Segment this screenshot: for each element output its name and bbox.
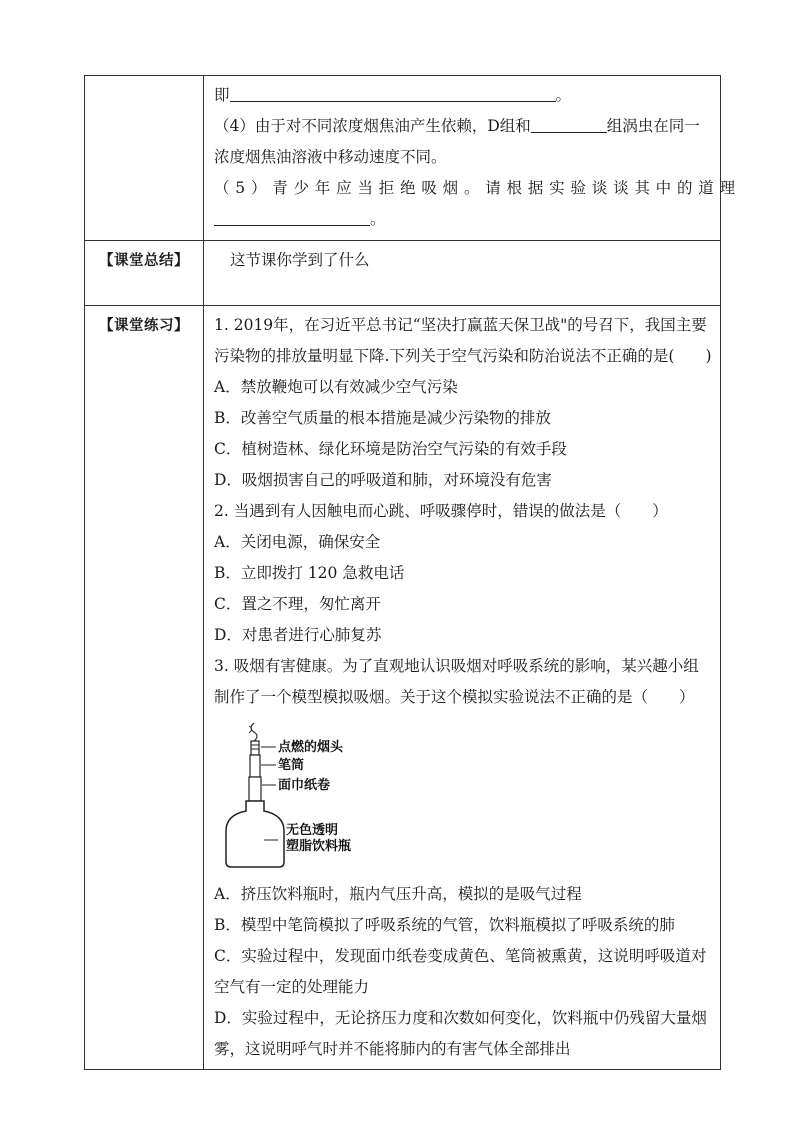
pen-tube-shape [250,755,260,777]
item-5: （5）青少年应当拒绝吸烟。请根据实验谈谈其中的道理 [214,179,741,197]
answer-line-1: 即 。 [214,80,712,111]
fill-blank[interactable] [214,207,370,226]
q3-stem-1: 3. 吸烟有害健康。为了直观地认识吸烟对呼吸系统的影响，某兴趣小组 [214,657,699,675]
row-practice [85,306,721,1070]
smoke-icon [251,723,257,741]
item-4: （4）由于对不同浓度烟焦油产生依赖，D组和 组涡虫在同一 [214,111,712,142]
q3-option-b: B．模型中笔筒模拟了呼吸系统的气管，饮料瓶模拟了呼吸系统的肺 [214,916,675,934]
q2-option-d: D．对患者进行心肺复苏 [214,626,382,644]
label-bottle-2: 塑脂饮料瓶 [286,839,352,854]
q1-stem-2: 污染物的排放量明显下降.下列关于空气污染和防治说法不正确的是( ) [214,347,712,365]
lesson-table [84,75,741,1070]
q1-option-d: D．吸烟损害自己的呼吸道和肺，对环境没有危害 [214,471,552,489]
smoking-model-figure [224,719,404,869]
label-bottle-1: 无色透明 [286,823,339,838]
experiment-questions [204,76,741,241]
q3-option-a: A．挤压饮料瓶时，瓶内气压升高，模拟的是吸气过程 [214,885,582,903]
practice-content [204,306,721,1070]
row-experiment-continued [85,76,721,241]
empty-label-cell [85,76,204,241]
tissue-roll-shape [249,777,261,801]
q1-option-b: B．改善空气质量的根本措施是减少污染物的排放 [214,409,551,427]
label-tissue-roll: 面巾纸卷 [278,778,331,793]
q2-option-b: B．立即拨打 120 急救电话 [214,564,405,582]
summary-label: 【课堂总结】 [85,241,204,306]
q1-option-c: C．植树造林、绿化环境是防治空气污染的有效手段 [214,440,567,458]
summary-text: 这节课你学到了什么 [230,251,370,269]
q1-stem-1: 1. 2019年，在习近平总书记“坚决打赢蓝天保卫战"的号召下，我国主要 [214,316,707,334]
practice-label: 【课堂练习】 [85,306,204,1070]
q2-option-c: C．置之不理，匆忙离开 [214,595,381,613]
cigarette-shape [251,741,259,755]
q3-option-c-cont: 空气有一定的处理能力 [214,978,370,996]
row-summary [85,241,721,306]
q2-option-a: A．关闭电源，确保安全 [214,533,381,551]
q1-option-a: A．禁放鞭炮可以有效减少空气污染 [214,378,458,396]
label-pen-tube: 笔筒 [278,758,305,773]
bottle-shape [226,801,284,867]
item-5-answer: 。 [214,204,712,235]
q3-option-d: D．实验过程中，无论挤压力度和次数如何变化，饮料瓶中仍残留大量烟 [214,1009,707,1027]
q3-option-d-cont: 雾，这说明呼气时并不能将肺内的有害气体全部排出 [214,1040,571,1058]
q3-stem-2: 制作了一个模型模拟吸烟。关于这个模拟实验说法不正确的是（ ） [214,688,695,706]
fill-blank[interactable] [531,114,607,133]
summary-content [204,241,721,306]
item-4-line-2: 浓度烟焦油溶液中移动速度不同。 [214,148,447,166]
q2-stem: 2. 当遇到有人因触电而心跳、呼吸骤停时，错误的做法是（ ） [214,502,668,520]
label-cigarette: 点燃的烟头 [278,740,344,755]
q3-option-c: C．实验过程中，发现面巾纸卷变成黄色、笔筒被熏黄，这说明呼吸道对 [214,947,707,965]
fill-blank[interactable] [230,83,556,102]
